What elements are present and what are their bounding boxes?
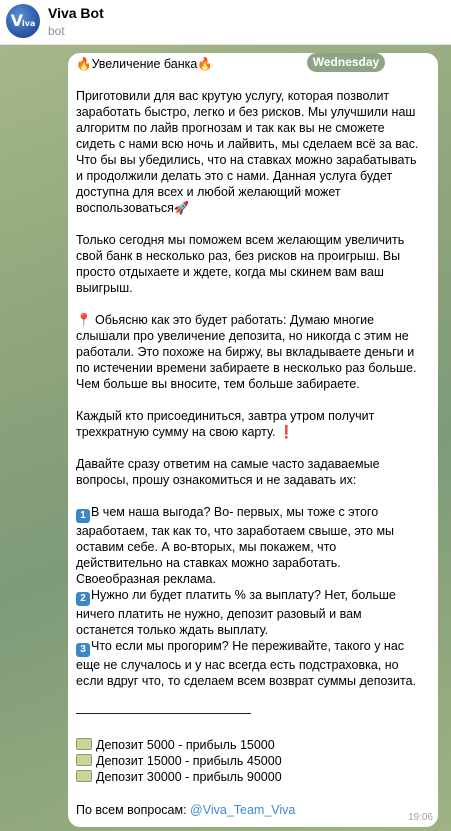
avatar-logo-icon: Viva — [10, 11, 36, 30]
message-line — [76, 296, 431, 312]
money-icon — [76, 770, 92, 782]
message-line: заработать быстро, легко и без рисков. Мы улучшили наш — [76, 105, 416, 119]
message-line — [76, 216, 431, 232]
faq-line — [76, 523, 431, 539]
chat-header — [0, 0, 451, 45]
message-line: Что бы вы убедились, что на ставках можно зарабатывать — [76, 153, 417, 167]
faq-line — [76, 555, 431, 571]
date-pill: Wednesday — [307, 53, 385, 72]
deposit-text: Депозит 30000 - прибыль 90000 — [96, 770, 282, 784]
message-line: вопросы, прошу ознакомиться и не задавать их: — [76, 473, 357, 487]
faq-text: останется только ждать выплату. — [76, 623, 269, 637]
money-icon — [76, 738, 92, 750]
message-line — [76, 721, 431, 737]
bot-avatar[interactable] — [6, 4, 40, 38]
chat-title[interactable]: Viva Bot — [48, 5, 104, 21]
message-line — [76, 440, 431, 456]
message-line: работали. Это похоже на биржу, вы вкладываете деньги и — [76, 345, 415, 359]
message-line: слышали про увеличение депозита, но никогда с этим не — [76, 329, 409, 343]
message-line — [76, 72, 431, 88]
message-line: Только сегодня мы поможем всем желающим увеличить — [76, 233, 405, 247]
message-line: трехкратную сумму на свою карту. ❗ — [76, 425, 295, 439]
faq-text: В чем наша выгода? Во- первых, мы тоже с этого — [91, 505, 379, 519]
message-line: Чем больше вы вносите, тем больше забираете. — [76, 377, 360, 391]
faq-line — [76, 587, 431, 606]
faq-line — [76, 571, 431, 587]
message-line: по истечении времени забираете в несколько раз больше. — [76, 361, 417, 375]
faq-line — [76, 606, 431, 622]
faq-text: еще не случалось и у нас всегда есть подстраховка, но — [76, 658, 399, 672]
deposit-line — [76, 737, 431, 753]
message-line: свой банк в несколько раз, без рисков на проигрыш. Вы — [76, 249, 401, 263]
message-line — [76, 488, 431, 504]
faq-line — [76, 638, 431, 657]
faq-text: ничего платить не нужно, депозит разовый и вам — [76, 607, 362, 621]
divider: —————————————— — [76, 706, 251, 720]
contact-line — [76, 803, 295, 817]
faq-line — [76, 504, 431, 523]
message-line: выигрыш. — [76, 281, 133, 295]
faq-text: действительно на ставках можно заработать. — [76, 556, 341, 570]
contact-link[interactable]: @Viva_Team_Viva — [190, 803, 296, 817]
keycap-number-icon: 3 — [76, 643, 90, 657]
chat-subtitle: bot — [48, 24, 65, 38]
contact-prefix: По всем вопросам: — [76, 803, 191, 817]
message-line: сидеть с нами всю ночь и лайвить, мы сделаем всё за вас. — [76, 137, 419, 151]
message-line: алгоритм по лайв прогнозам и так как вы не сможете — [76, 121, 385, 135]
message-line: 🔥Увеличение банка🔥 — [76, 57, 213, 71]
message-line — [76, 392, 431, 408]
message-line: доступна для всех и любой желающий может — [76, 185, 341, 199]
keycap-number-icon: 1 — [76, 509, 90, 523]
message-line: Каждый кто присоединиться, завтра утром получит — [76, 409, 375, 423]
faq-text: оставим себе. А во-вторых, мы покажем, что — [76, 540, 337, 554]
message-time: 19:06 — [407, 812, 433, 823]
faq-text: Нужно ли будет платить % за выплату? Нет, больше — [91, 588, 396, 602]
faq-line — [76, 539, 431, 555]
keycap-number-icon: 2 — [76, 592, 90, 606]
faq-line — [76, 622, 431, 638]
faq-line — [76, 673, 431, 689]
message-text — [76, 56, 431, 785]
faq-line — [76, 657, 431, 673]
message-line: и продолжили делать это с нами. Данная услуга будет — [76, 169, 393, 183]
message-line: Давайте сразу ответим на самые часто задаваемые — [76, 457, 380, 471]
money-icon — [76, 754, 92, 766]
faq-text: заработаем, так как то, что заработаем свыше, это мы — [76, 524, 395, 538]
deposit-text: Депозит 5000 - прибыль 15000 — [96, 738, 275, 752]
deposit-line — [76, 753, 431, 769]
faq-text: Что если мы прогорим? Не переживайте, такого у нас — [91, 639, 405, 653]
message-line: 📍 Обьясню как это будет работать: Думаю многие — [76, 313, 375, 327]
faq-text: если вдруг что, то сделаем всем возврат суммы депозита. — [76, 674, 417, 688]
message-line: Приготовили для вас крутую услугу, которая позволит — [76, 89, 390, 103]
deposit-line — [76, 769, 431, 785]
deposit-text: Депозит 15000 - прибыль 45000 — [96, 754, 282, 768]
message-line: просто отдыхаете и ждете, когда мы скинем вам ваш — [76, 265, 384, 279]
faq-text: Своеобразная реклама. — [76, 572, 216, 586]
message-line: воспользоваться🚀 — [76, 201, 190, 215]
message-line — [76, 689, 431, 705]
